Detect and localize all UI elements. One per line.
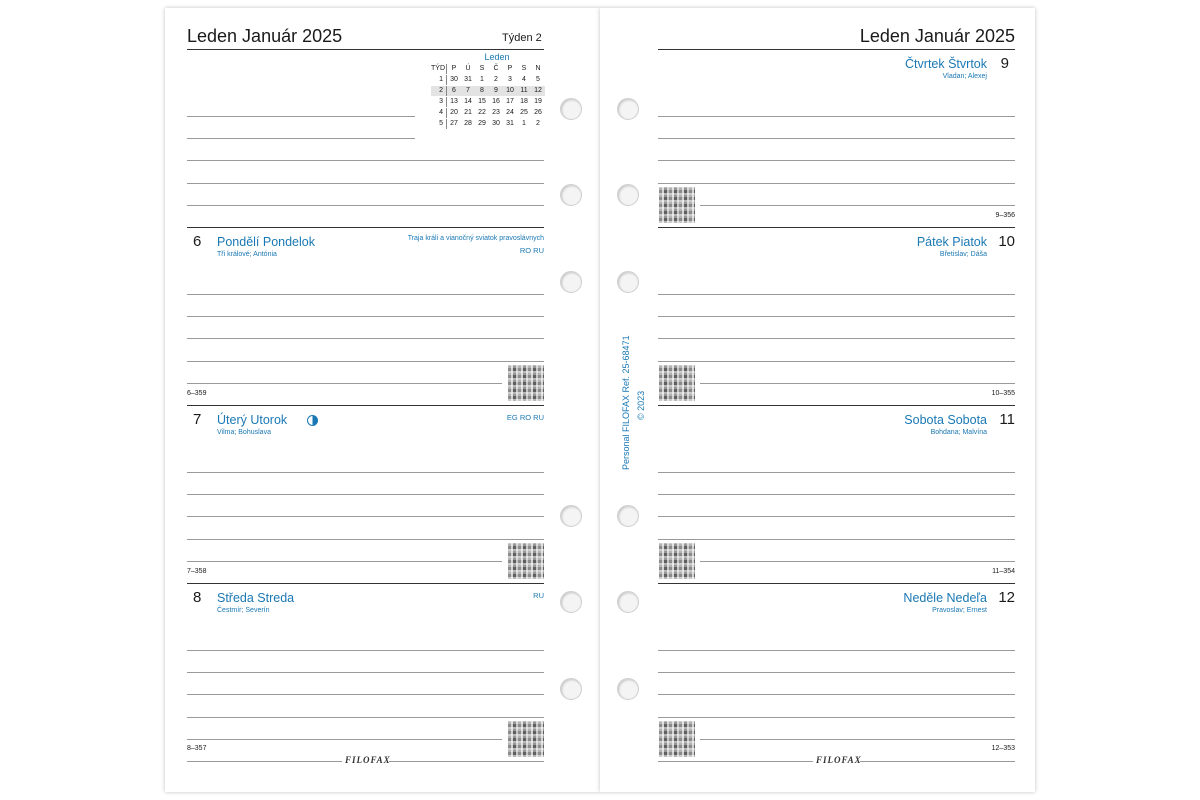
day-number: 7 [193,411,202,428]
note-line [187,472,544,473]
cal-day: 15 [478,98,486,105]
note-line [658,650,1015,651]
right-page [600,8,1035,792]
name-days: Bohdana; Malvína [930,429,987,436]
country-codes: RU [533,591,544,600]
header-rule [187,49,544,50]
binder-hole [560,271,582,293]
mini-calendar-grid [431,64,545,129]
cal-day: 2 [494,76,498,83]
note-line [658,539,1015,540]
cal-day: 14 [464,98,472,105]
note-line [187,361,544,362]
cal-day: 1 [480,76,484,83]
note-line [187,205,544,206]
note-line [187,294,544,295]
binder-hole [617,98,639,120]
qr-code-icon [508,543,544,579]
holiday-note: Traja králi a vianočný sviatok pravoslávnych [407,235,544,242]
note-line [658,516,1015,517]
qr-code-icon [659,543,695,579]
note-line [700,561,1015,562]
cal-week: 2 [431,86,447,96]
note-line [658,694,1015,695]
cal-day: 29 [478,120,486,127]
day-number: 9 [1000,55,1009,72]
day-count: 10–355 [991,390,1015,397]
page-title: Leden Január 2025 [859,26,1015,46]
note-line [658,116,1015,117]
cal-day: 30 [450,76,458,83]
qr-code-icon [659,365,695,401]
cal-header: S [479,65,485,72]
footer-rule [658,761,813,762]
name-days: Vladan; Alexej [942,73,987,80]
note-line [187,494,544,495]
cal-day: 8 [475,86,489,96]
header-rule [658,49,1015,50]
cal-header: S [521,65,527,72]
cal-week: 5 [431,119,447,129]
name-days: Břetislav; Dáša [939,251,987,258]
binder-hole [560,184,582,206]
cal-day: 23 [492,109,500,116]
country-codes: RO RU [519,246,544,255]
note-line [700,205,1015,206]
day-name: Středa Streda [217,591,295,605]
day-name: Úterý Utorok [217,413,288,427]
note-line [658,672,1015,673]
day-count: 9–356 [995,212,1015,219]
cal-day: 16 [492,98,500,105]
day-count: 11–354 [992,568,1015,575]
note-line [187,338,544,339]
day-divider [658,227,1015,228]
cal-day: 18 [520,98,528,105]
cal-day: 25 [520,109,528,116]
binder-hole [617,505,639,527]
cal-day: 5 [536,76,540,83]
cal-day: 30 [492,120,500,127]
week-label: Týden 2 [502,32,542,44]
note-line [658,160,1015,161]
name-days: Pravoslav; Ernest [932,607,987,614]
note-line [187,672,544,673]
qr-code-icon [659,721,695,757]
note-line [658,338,1015,339]
cal-day: 21 [464,109,472,116]
spine-copyright: © 2023 [636,390,646,420]
binder-hole [617,271,639,293]
day-divider [187,405,544,406]
note-line [658,294,1015,295]
cal-week: 3 [431,97,447,107]
binder-hole [617,678,639,700]
cal-day: 7 [461,86,475,96]
cal-week: 1 [431,75,447,85]
filofax-logo: FILOFAX [345,755,391,765]
note-line [187,561,502,562]
binder-hole [617,184,639,206]
note-line [187,516,544,517]
note-line [658,494,1015,495]
country-codes: EG RO RU [506,413,544,422]
cal-header: P [507,65,513,72]
note-line [658,717,1015,718]
left-page [165,8,600,792]
day-name: Pondělí Pondelok [217,235,315,249]
name-days: Čestmír; Severín [217,607,270,614]
note-line [187,116,415,117]
cal-day: 11 [517,86,531,96]
day-number: 11 [999,411,1015,428]
day-divider [658,583,1015,584]
day-count: 8–357 [187,745,207,752]
cal-header: N [535,65,541,72]
binder-hole [560,678,582,700]
cal-header: Ú [465,65,471,72]
cal-day: 20 [450,109,458,116]
qr-code-icon [508,365,544,401]
moon-phase-icon [307,415,318,426]
name-days: Tři králové; Antónia [217,251,277,258]
day-divider [187,227,544,228]
cal-header: TÝD [431,65,445,72]
day-count: 12–353 [991,745,1015,752]
cal-day: 24 [506,109,514,116]
cal-day: 6 [447,86,461,96]
cal-day: 17 [506,98,514,105]
day-count: 7–358 [187,568,207,575]
cal-day: 1 [522,120,526,127]
binder-hole [560,98,582,120]
day-divider [187,583,544,584]
day-name: Pátek Piatok [916,235,987,249]
footer-rule [389,761,544,762]
mini-calendar [431,52,545,129]
binder-hole [560,591,582,613]
note-line [187,650,544,651]
day-name: Sobota Sobota [904,413,987,427]
note-line [187,183,544,184]
cal-day: 27 [450,120,458,127]
note-line [658,138,1015,139]
day-divider [658,405,1015,406]
cal-day: 19 [534,98,542,105]
note-line [700,383,1015,384]
footer-rule [187,761,342,762]
day-number: 8 [193,589,202,606]
binder-hole [617,591,639,613]
cal-day: 13 [450,98,458,105]
qr-code-icon [659,187,695,223]
cal-week: 4 [431,108,447,118]
note-line [700,739,1015,740]
page-title: Leden Január 2025 [187,26,343,46]
cal-day: 26 [534,109,542,116]
note-line [658,472,1015,473]
cal-day: 4 [522,76,526,83]
cal-day: 2 [536,120,540,127]
day-number: 6 [193,233,202,250]
cal-day: 9 [489,86,503,96]
cal-header: Č [493,65,499,72]
spine-reference: Personal FILOFAX Ref. 25-68471 [621,335,631,470]
note-line [187,160,544,161]
cal-day: 28 [464,120,472,127]
note-line [187,739,502,740]
cal-header: P [451,65,457,72]
note-line [187,539,544,540]
cal-day: 3 [508,76,512,83]
mini-calendar-month: Leden [484,52,510,62]
day-name: Čtvrtek Štvrtok [905,57,987,71]
cal-day: 22 [478,109,486,116]
note-line [187,138,415,139]
note-line [658,316,1015,317]
cal-day: 10 [503,86,517,96]
binder-hole [560,505,582,527]
note-line [658,361,1015,362]
filofax-logo: FILOFAX [816,755,862,765]
qr-code-icon [508,721,544,757]
day-count: 6–359 [187,390,207,397]
day-number: 12 [998,589,1015,606]
cal-day: 12 [531,86,545,96]
note-line [658,183,1015,184]
note-line [187,694,544,695]
note-line [187,717,544,718]
cal-day: 31 [506,120,514,127]
cal-day: 31 [464,76,472,83]
day-name: Neděle Nedeľa [903,591,987,605]
day-number: 10 [998,233,1015,250]
note-line [187,383,502,384]
footer-rule [860,761,1015,762]
note-line [187,316,544,317]
name-days: Vilma; Bohuslava [217,429,271,436]
